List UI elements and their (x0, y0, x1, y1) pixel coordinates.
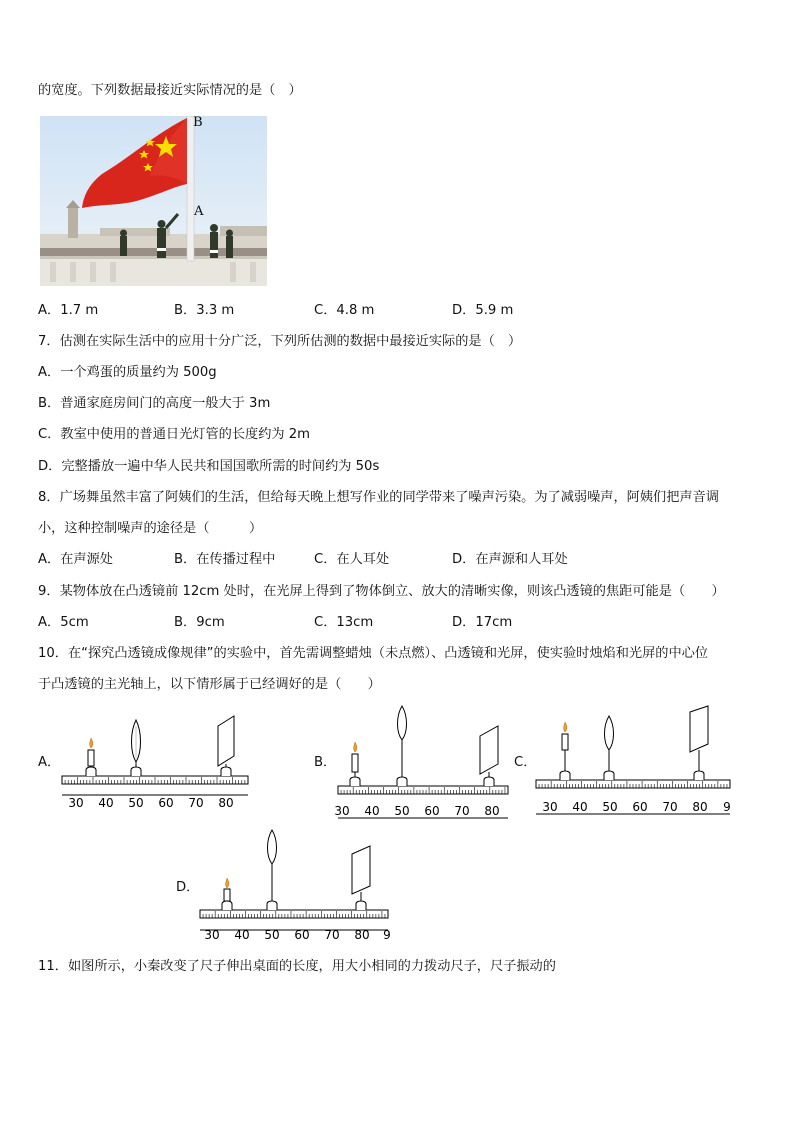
q9-option-c[interactable]: C．13cm (314, 615, 374, 630)
bench-d-tick-30: 30 (204, 928, 220, 942)
bench-a-tick-60: 60 (158, 796, 174, 810)
bench-d-tick-80: 80 (354, 928, 370, 942)
q6-option-d[interactable]: D．5.9 m (452, 303, 514, 318)
bench-a-lens (131, 720, 141, 776)
q10-stem-line1: 10．在“探究凸透镜成像规律”的实验中，首先需调整蜡烛（未点燃）、凸透镜和光屏，使实验时烛焰和光屏的中心位 (38, 646, 709, 661)
q10-option-a-label[interactable]: A． (38, 755, 61, 770)
bench-a-ruler (62, 776, 248, 795)
bench-c-tick-40: 40 (572, 800, 588, 814)
bench-a-tick-70: 70 (188, 796, 204, 810)
bench-c-tick-70: 70 (662, 800, 678, 814)
optical-bench-b[interactable] (334, 702, 510, 822)
optical-bench-c[interactable] (534, 702, 734, 822)
flag-raising-photo (40, 116, 267, 286)
bench-d-candle (222, 878, 232, 910)
bench-c-screen (690, 706, 708, 780)
q11-stem: 11．如图所示，小秦改变了尺子伸出桌面的长度，用大小相同的力拨动尺子，尺子振动的 (38, 959, 556, 974)
bench-d-tick-50: 50 (264, 928, 280, 942)
bench-c-tick-80: 80 (692, 800, 708, 814)
bench-a-screen (218, 716, 234, 776)
q10-option-d-label[interactable]: D． (176, 880, 200, 895)
bench-a-tick-40: 40 (98, 796, 114, 810)
q10-option-c-label[interactable]: C． (514, 755, 537, 770)
bench-d-ruler (200, 910, 388, 930)
bench-b-tick-70: 70 (454, 804, 470, 818)
bench-b-tick-80: 80 (484, 804, 500, 818)
q9-option-d[interactable]: D．17cm (452, 615, 513, 630)
bench-c-lens (604, 716, 614, 780)
bench-b-tick-40: 40 (364, 804, 380, 818)
q9-option-a[interactable]: A．5cm (38, 615, 89, 630)
bench-c-tick-30: 30 (542, 800, 558, 814)
bench-b-lens (397, 706, 407, 786)
bench-d-tick-90: 9 (383, 928, 391, 942)
bench-b-candle (350, 742, 360, 786)
q8-stem-line2: 小，这种控制噪声的途径是（ ） (38, 521, 263, 536)
bench-b-tick-60: 60 (424, 804, 440, 818)
q8-option-d[interactable]: D．在声源和人耳处 (452, 552, 568, 567)
q8-option-c[interactable]: C．在人耳处 (314, 552, 390, 567)
bench-b-screen (480, 726, 498, 786)
bench-b-tick-30: 30 (334, 804, 350, 818)
bench-c-candle (560, 722, 570, 780)
bench-a-tick-30: 30 (68, 796, 84, 810)
bench-a-candle (86, 738, 96, 776)
q8-option-b[interactable]: B．在传播过程中 (174, 552, 276, 567)
optical-bench-d[interactable] (196, 828, 392, 944)
q7-option-b[interactable]: B．普通家庭房间门的高度一般大于 3m (38, 396, 271, 411)
flag-pole-label-a: A (194, 204, 204, 219)
flag-pole-label-b: B (193, 115, 203, 130)
bench-d-tick-70: 70 (324, 928, 340, 942)
q6-option-c[interactable]: C．4.8 m (314, 303, 375, 318)
q6-option-b[interactable]: B．3.3 m (174, 303, 235, 318)
q7-option-a[interactable]: A．一个鸡蛋的质量约为 500g (38, 365, 217, 380)
q7-option-c[interactable]: C．教室中使用的普通日光灯管的长度约为 2m (38, 427, 311, 442)
q8-stem-line1: 8．广场舞虽然丰富了阿姨们的生活，但给每天晚上想写作业的同学带来了噪声污染。为了减弱噪声，阿姨们把声音调 (38, 490, 719, 505)
bench-d-screen (352, 846, 370, 910)
q7-stem: 7．估测在实际生活中的应用十分广泛，下列所估测的数据中最接近实际的是（ ） (38, 334, 522, 349)
bench-c-tick-60: 60 (632, 800, 648, 814)
bench-d-tick-40: 40 (234, 928, 250, 942)
bench-b-tick-50: 50 (394, 804, 410, 818)
bench-c-tick-90: 9 (723, 800, 731, 814)
q8-option-a[interactable]: A．在声源处 (38, 552, 113, 567)
q10-option-b-label[interactable]: B． (314, 755, 337, 770)
bench-a-tick-50: 50 (128, 796, 144, 810)
q9-stem: 9．某物体放在凸透镜前 12cm 处时，在光屏上得到了物体倒立、放大的清晰实像，则该凸透镜的焦距可能是（ ） (38, 584, 725, 599)
bench-c-tick-50: 50 (602, 800, 618, 814)
bench-d-lens (267, 830, 277, 910)
q9-option-b[interactable]: B．9cm (174, 615, 225, 630)
optical-bench-a[interactable] (58, 712, 252, 812)
q7-option-d[interactable]: D．完整播放一遍中华人民共和国国歌所需的时间约为 50s (38, 459, 380, 474)
q10-stem-line2: 于凸透镜的主光轴上，以下情形属于已经调好的是（ ） (38, 677, 381, 692)
bench-a-tick-80: 80 (218, 796, 234, 810)
q6-option-a[interactable]: A．1.7 m (38, 303, 99, 318)
bench-d-tick-60: 60 (294, 928, 310, 942)
q6-stem-tail: 的宽度。下列数据最接近实际情况的是（ ） (38, 83, 302, 98)
